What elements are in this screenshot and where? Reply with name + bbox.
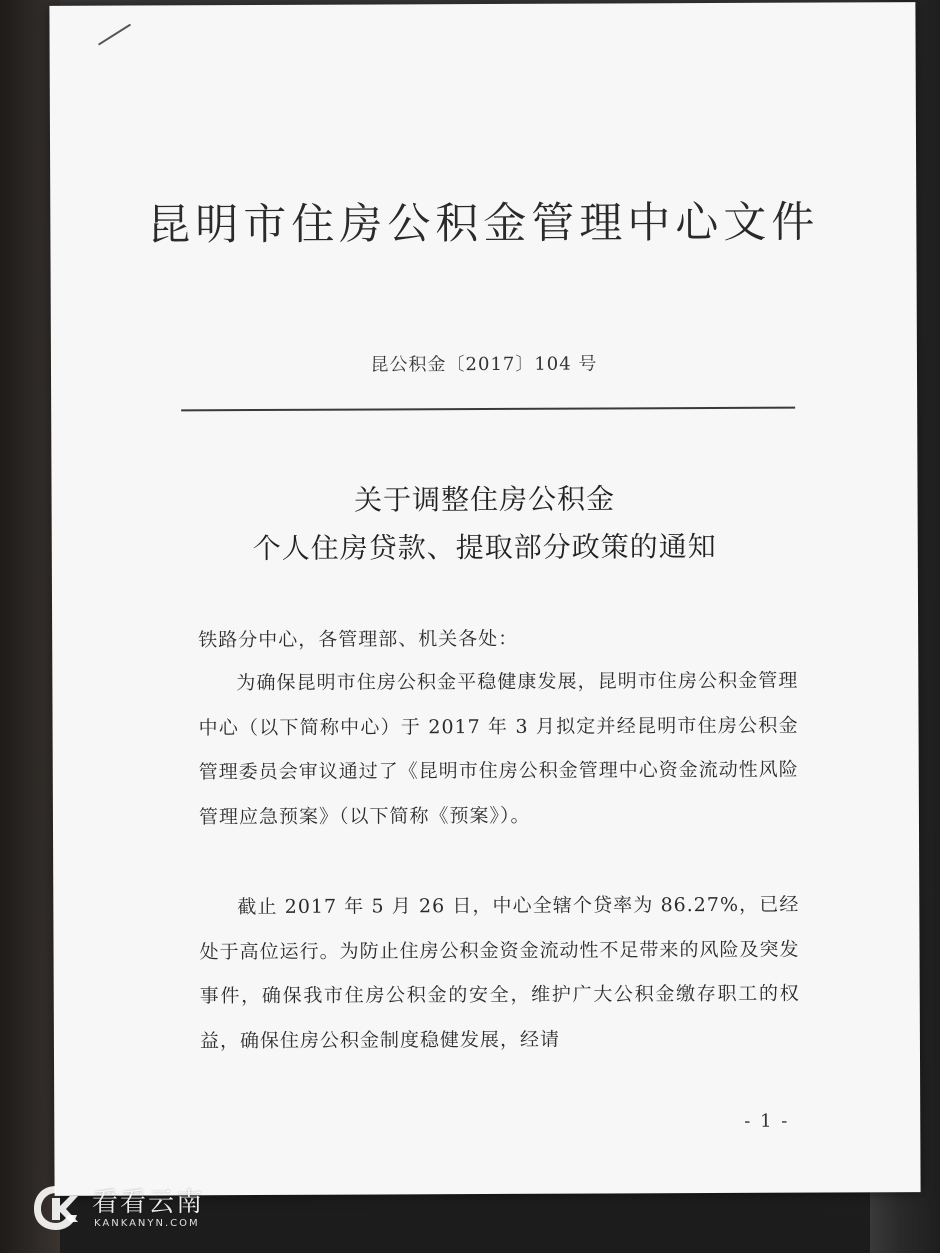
page-number: - 1 - [744, 1110, 790, 1132]
salutation: 铁路分中心，各管理部、机关各处： [198, 627, 519, 652]
watermark-name: 看看云南 [92, 1188, 205, 1218]
document-title-line-2: 个人住房贷款、提取部分政策的通知 [252, 529, 717, 566]
watermark-domain: KANKANYN.COM [94, 1218, 200, 1229]
document-page [49, 2, 920, 1196]
pen-mark [98, 24, 131, 46]
document-title-line-1: 关于调整住房公积金 [353, 482, 616, 517]
document-header: 昆明市住房公积金管理中心文件 [147, 197, 820, 251]
document-number: 昆公积金〔2017〕104 号 [370, 353, 598, 376]
body-paragraph-2: 截止 2017 年 5 月 26 日，中心全辖个贷率为 86.27%，已经处于高位运行。为防止住房公积金资金流动性不足带来的风险及突发事件，确保我市住房公积金的安全，维护广大公积金缴存职工的权益，确保住房公积金制度稳健发展，经请 [199, 893, 800, 1052]
document-title [51, 474, 917, 574]
header-divider [181, 407, 795, 412]
body-paragraph-1: 为确保昆明市住房公积金平稳健康发展，昆明市住房公积金管理中心（以下简称中心）于 2017 年 3 月拟定并经昆明市住房公积金管理委员会审议通过了《昆明市住房公积金管理中心资金流动性风险管理应急预案》（以下简称《预案》）。 [198, 669, 799, 828]
watermark [30, 1178, 230, 1238]
kankan-logo-icon [30, 1182, 82, 1234]
